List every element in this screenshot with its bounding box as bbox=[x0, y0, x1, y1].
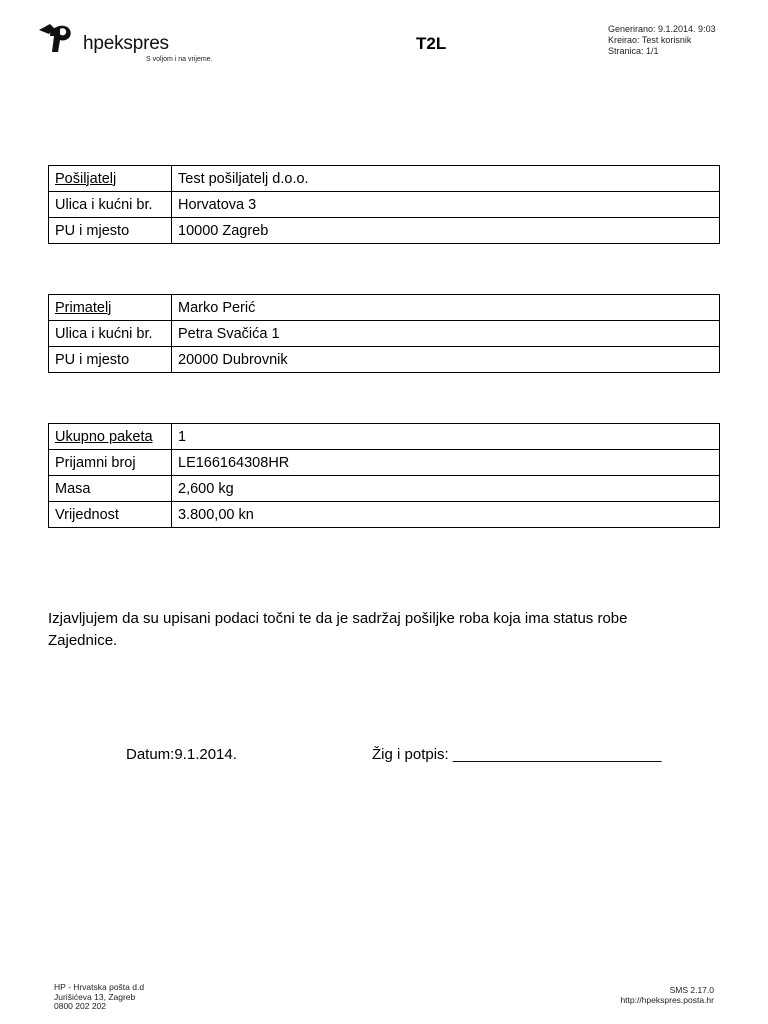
recipient-street: Petra Svačića 1 bbox=[172, 321, 720, 347]
table-row bbox=[49, 166, 720, 192]
table-row bbox=[49, 450, 720, 476]
recipient-label: Primatelj bbox=[49, 295, 172, 321]
document-title: T2L bbox=[416, 34, 447, 53]
footer-company-info bbox=[54, 983, 144, 1012]
package-count-label: Ukupno paketa bbox=[49, 424, 172, 450]
sender-street: Horvatova 3 bbox=[172, 192, 720, 218]
footer-address: Jurišićeva 13, Zagreb bbox=[54, 991, 136, 1002]
footer-company-name: HP - Hrvatska pošta d.d bbox=[54, 982, 145, 992]
recipient-table bbox=[48, 294, 720, 373]
sender-city-label: PU i mjesto bbox=[49, 218, 172, 244]
package-count: 1 bbox=[172, 424, 720, 450]
value-label: Vrijednost bbox=[49, 502, 172, 528]
table-row bbox=[49, 295, 720, 321]
table-row bbox=[49, 502, 720, 528]
page-number: Stranica: 1/1 bbox=[608, 46, 659, 56]
footer-system-info bbox=[620, 986, 714, 1005]
date-line: Datum:9.1.2014. bbox=[126, 746, 237, 763]
table-row bbox=[49, 347, 720, 373]
package-table bbox=[48, 423, 720, 528]
hp-posthorn-icon bbox=[36, 18, 86, 68]
sender-table bbox=[48, 165, 720, 244]
declared-value: 3.800,00 kn bbox=[172, 502, 720, 528]
generated-date: Generirano: 9.1.2014. 9:03 bbox=[608, 24, 716, 34]
table-row bbox=[49, 218, 720, 244]
recipient-city: 20000 Dubrovnik bbox=[172, 347, 720, 373]
weight-label: Masa bbox=[49, 476, 172, 502]
recipient-name: Marko Perić bbox=[172, 295, 720, 321]
sender-street-label: Ulica i kućni br. bbox=[49, 192, 172, 218]
company-logo bbox=[36, 18, 236, 68]
tracking-number-label: Prijamni broj bbox=[49, 450, 172, 476]
logo-slogan: S voljom i na vrijeme. bbox=[146, 56, 213, 63]
table-row bbox=[49, 192, 720, 218]
weight-value: 2,600 kg bbox=[172, 476, 720, 502]
recipient-city-label: PU i mjesto bbox=[49, 347, 172, 373]
footer-website: http://hpekspres.posta.hr bbox=[620, 994, 714, 1005]
signature-line: Žig i potpis: _________________________ bbox=[372, 746, 662, 763]
logo-name: hpekspres bbox=[83, 33, 169, 54]
recipient-street-label: Ulica i kućni br. bbox=[49, 321, 172, 347]
declaration-text: Izjavljujem da su upisani podaci točni te da je sadržaj pošiljke roba koja ima status robe Zajednice. bbox=[48, 610, 628, 649]
footer-version: SMS 2.17.0 bbox=[669, 985, 714, 995]
created-by: Kreirao: Test korisnik bbox=[608, 35, 692, 45]
footer-phone: 0800 202 202 bbox=[54, 1001, 106, 1011]
sender-name: Test pošiljatelj d.o.o. bbox=[172, 166, 720, 192]
sender-city: 10000 Zagreb bbox=[172, 218, 720, 244]
document-meta bbox=[608, 24, 716, 57]
tracking-number: LE166164308HR bbox=[172, 450, 720, 476]
table-row bbox=[49, 321, 720, 347]
sender-label: Pošiljatelj bbox=[49, 166, 172, 192]
table-row bbox=[49, 476, 720, 502]
table-row bbox=[49, 424, 720, 450]
